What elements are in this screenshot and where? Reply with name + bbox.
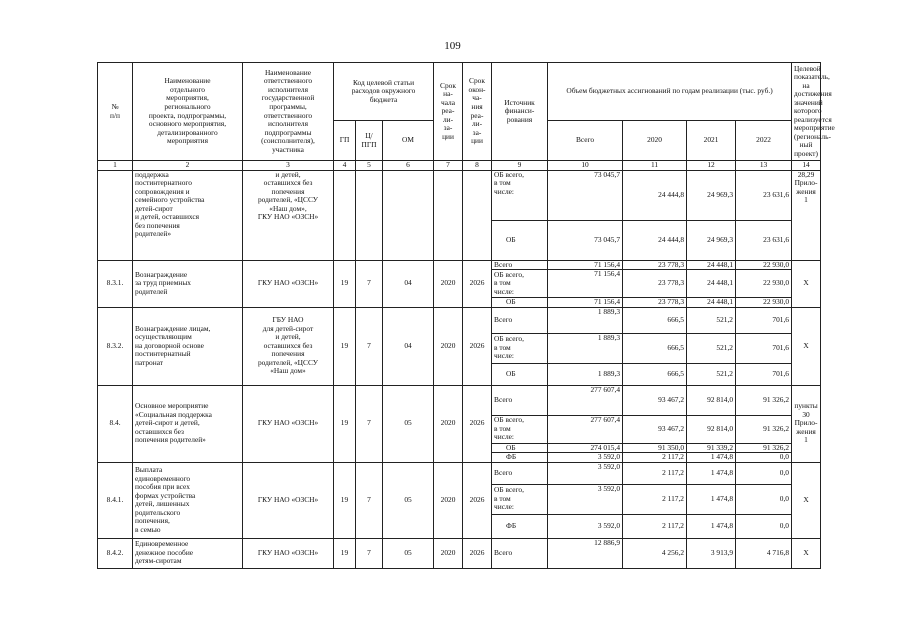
gp-cell: 19 [334, 462, 356, 538]
total-cell: 277 607,4 [548, 415, 623, 443]
y2022-cell: 701,6 [736, 363, 792, 385]
col-number: 9 [492, 161, 548, 171]
y2020-cell: 24 444,8 [623, 220, 687, 260]
source-cell: Всего [492, 307, 548, 333]
col-number: 6 [383, 161, 434, 171]
target-cell: Х [792, 462, 821, 538]
total-cell: 1 889,3 [548, 307, 623, 333]
source-cell: ОБ всего, в том числе: [492, 415, 548, 443]
target-cell: Х [792, 538, 821, 568]
y2020-cell: 2 117,2 [623, 462, 687, 484]
y2021-cell: 1 474,8 [687, 462, 736, 484]
end-cell: 2026 [463, 385, 492, 462]
source-cell: ФБ [492, 453, 548, 463]
header-2020: 2020 [623, 121, 687, 161]
budget-table [97, 62, 835, 569]
gp-cell: 19 [334, 385, 356, 462]
y2022-cell: 0,0 [736, 462, 792, 484]
y2021-cell: 3 913,9 [687, 538, 736, 568]
table-row [98, 307, 821, 333]
y2022-cell: 0,0 [736, 514, 792, 538]
cpgp-cell: 7 [356, 307, 383, 385]
cpgp-cell: 7 [356, 260, 383, 307]
y2022-cell: 91 326,2 [736, 443, 792, 453]
row-number: 8.4.2. [98, 538, 133, 568]
y2022-cell: 701,6 [736, 307, 792, 333]
row-name: Вознаграждение лицам, осуществляющим на договорной основе постинтернатный патронат [133, 307, 243, 385]
y2020-cell: 23 778,3 [623, 260, 687, 270]
source-cell: ОБ всего, в том числе: [492, 484, 548, 514]
y2022-cell: 22 930,0 [736, 270, 792, 298]
col-number: 3 [243, 161, 334, 171]
total-cell: 3 592,0 [548, 484, 623, 514]
col-number: 7 [434, 161, 463, 171]
table-row [98, 170, 821, 220]
om-cell: 04 [383, 260, 434, 307]
header-source: Источник финанси- рования [492, 63, 548, 161]
y2021-cell: 24 448,1 [687, 298, 736, 308]
source-cell: ОБ [492, 363, 548, 385]
start-cell: 2020 [434, 538, 463, 568]
y2020-cell: 23 778,3 [623, 270, 687, 298]
target-cell: Х [792, 260, 821, 307]
cpgp-cell: 7 [356, 385, 383, 462]
total-cell: 1 889,3 [548, 363, 623, 385]
y2020-cell: 2 117,2 [623, 484, 687, 514]
source-cell: ФБ [492, 514, 548, 538]
y2022-cell: 22 930,0 [736, 260, 792, 270]
row-name: Вознаграждение за труд приемных родителей [133, 260, 243, 307]
total-cell: 3 592,0 [548, 462, 623, 484]
y2020-cell: 93 467,2 [623, 415, 687, 443]
total-cell: 3 592,0 [548, 514, 623, 538]
end-cell: 2026 [463, 538, 492, 568]
col-number: 11 [623, 161, 687, 171]
y2020-cell: 666,5 [623, 333, 687, 363]
col-number: 8 [463, 161, 492, 171]
cpgp-cell: 7 [356, 538, 383, 568]
row-number: 8.3.1. [98, 260, 133, 307]
total-cell: 73 045,7 [548, 170, 623, 220]
start-cell: 2020 [434, 260, 463, 307]
total-cell: 71 156,4 [548, 298, 623, 308]
y2021-cell: 24 969,3 [687, 170, 736, 220]
cpgp-cell: 7 [356, 462, 383, 538]
y2021-cell: 24 969,3 [687, 220, 736, 260]
y2021-cell: 24 448,1 [687, 270, 736, 298]
col-number: 1 [98, 161, 133, 171]
y2020-cell: 666,5 [623, 363, 687, 385]
y2020-cell: 2 117,2 [623, 514, 687, 538]
y2020-cell: 666,5 [623, 307, 687, 333]
y2021-cell: 1 474,8 [687, 453, 736, 463]
target-cell: пункты 30 Прило- жения 1 [792, 385, 821, 462]
total-cell: 71 156,4 [548, 270, 623, 298]
start-cell: 2020 [434, 307, 463, 385]
header-name: Наименование отдельного мероприятия, регионального проекта, подпрограммы, основного мероприятия, детализированного мероприятия [133, 63, 243, 161]
gp-cell: 19 [334, 538, 356, 568]
source-cell: ОБ всего, в том числе: [492, 333, 548, 363]
y2020-cell: 2 117,2 [623, 453, 687, 463]
col-number: 14 [792, 161, 821, 171]
y2022-cell: 0,0 [736, 484, 792, 514]
col-number: 10 [548, 161, 623, 171]
row-name: Основное мероприятие «Социальная поддержка детей-сирот и детей, оставшихся без попечения родителей» [133, 385, 243, 462]
total-cell: 3 592,0 [548, 453, 623, 463]
source-cell: ОБ [492, 220, 548, 260]
col-number: 13 [736, 161, 792, 171]
column-number-row [98, 161, 821, 171]
y2021-cell: 521,2 [687, 333, 736, 363]
page-number: 109 [444, 40, 461, 52]
y2020-cell: 4 256,2 [623, 538, 687, 568]
header-volume-group: Объем бюджетных ассигнований по годам реализации (тыс. руб.) [548, 63, 792, 121]
total-cell: 274 015,4 [548, 443, 623, 453]
table-row [98, 462, 821, 484]
col-number: 12 [687, 161, 736, 171]
y2022-cell: 22 930,0 [736, 298, 792, 308]
source-cell: Всего [492, 462, 548, 484]
source-cell: ОБ [492, 298, 548, 308]
header-start: Срок на- чала реа- ли- за- ции [434, 63, 463, 161]
row-executor: ГКУ НАО «ОЗСН» [243, 538, 334, 568]
y2022-cell: 4 716,8 [736, 538, 792, 568]
end-cell: 2026 [463, 462, 492, 538]
row-name: Выплата единовременного пособия при всех формах устройства детей, лишенных родительского попечения, в семью [133, 462, 243, 538]
om-cell: 05 [383, 538, 434, 568]
row-executor: ГКУ НАО «ОЗСН» [243, 385, 334, 462]
source-cell: Всего [492, 260, 548, 270]
y2020-cell: 93 467,2 [623, 385, 687, 415]
y2020-cell: 91 350,0 [623, 443, 687, 453]
target-cell: Х [792, 307, 821, 385]
start-cell: 2020 [434, 462, 463, 538]
table-row [98, 385, 821, 415]
row-executor: ГКУ НАО «ОЗСН» [243, 462, 334, 538]
row-executor: ГКУ НАО «ОЗСН» [243, 260, 334, 307]
row-number: 8.4.1. [98, 462, 133, 538]
om-cell: 05 [383, 462, 434, 538]
gp-cell: 19 [334, 260, 356, 307]
y2020-cell: 24 444,8 [623, 170, 687, 220]
total-cell: 1 889,3 [548, 333, 623, 363]
header-target: Целевой показатель, на достижения значений которого реализуется мероприятие (региональ- ный проект) [792, 63, 821, 161]
total-cell: 12 886,9 [548, 538, 623, 568]
row-number: 8.4. [98, 385, 133, 462]
y2022-cell: 23 631,6 [736, 220, 792, 260]
source-cell: Всего [492, 385, 548, 415]
row-executor: ГБУ НАО для детей-сирот и детей, оставшихся без попечения родителей, «ЦССУ «Наш дом» [243, 307, 334, 385]
start-cell: 2020 [434, 385, 463, 462]
gp-cell: 19 [334, 307, 356, 385]
total-cell: 71 156,4 [548, 260, 623, 270]
target-cell: 28,29 Прило- жения 1 [792, 170, 821, 260]
table-row [98, 260, 821, 270]
row-name: Единовременное денежное пособие детям-сиротам [133, 538, 243, 568]
header-2021: 2021 [687, 121, 736, 161]
header-gp: ГП [334, 121, 356, 161]
y2022-cell: 701,6 [736, 333, 792, 363]
col-number: 4 [334, 161, 356, 171]
source-cell: ОБ всего, в том числе: [492, 270, 548, 298]
end-cell: 2026 [463, 260, 492, 307]
source-cell: Всего [492, 538, 548, 568]
y2021-cell: 91 339,2 [687, 443, 736, 453]
row-cont-name: поддержка постинтернатного сопровождения и семейного устройства детей-сирот и детей, оставшихся без попечения родителей» [133, 170, 243, 260]
y2021-cell: 1 474,8 [687, 514, 736, 538]
total-cell: 73 045,7 [548, 220, 623, 260]
y2022-cell: 91 326,2 [736, 385, 792, 415]
om-cell: 04 [383, 307, 434, 385]
header-cpgp: Ц/ ПГП [356, 121, 383, 161]
table-row [98, 538, 821, 568]
source-cell: ОБ [492, 443, 548, 453]
header-no: № п/п [98, 63, 133, 161]
y2021-cell: 1 474,8 [687, 484, 736, 514]
header-executor: Наименование ответственного исполнителя государственной программы, ответственного исполнителя подпрограммы (соисполнителя), участника [243, 63, 334, 161]
row-cont-executor: и детей, оставшихся без попечения родителей, «ЦССУ «Наш дом», ГКУ НАО «ОЗСН» [243, 170, 334, 260]
y2021-cell: 24 448,1 [687, 260, 736, 270]
header-2022: 2022 [736, 121, 792, 161]
source-cell: ОБ всего, в том числе: [492, 170, 548, 220]
header-om: ОМ [383, 121, 434, 161]
om-cell: 05 [383, 385, 434, 462]
total-cell: 277 607,4 [548, 385, 623, 415]
y2021-cell: 521,2 [687, 307, 736, 333]
col-number: 2 [133, 161, 243, 171]
y2020-cell: 23 778,3 [623, 298, 687, 308]
col-number: 5 [356, 161, 383, 171]
y2021-cell: 92 814,0 [687, 385, 736, 415]
y2022-cell: 23 631,6 [736, 170, 792, 220]
y2022-cell: 0,0 [736, 453, 792, 463]
header-end: Срок окон- ча- ния реа- ли- за- ции [463, 63, 492, 161]
header-total: Всего [548, 121, 623, 161]
header-code-group: Код целевой статьи расходов окружного бюджета [334, 63, 434, 121]
end-cell: 2026 [463, 307, 492, 385]
row-number: 8.3.2. [98, 307, 133, 385]
y2022-cell: 91 326,2 [736, 415, 792, 443]
y2021-cell: 521,2 [687, 363, 736, 385]
y2021-cell: 92 814,0 [687, 415, 736, 443]
